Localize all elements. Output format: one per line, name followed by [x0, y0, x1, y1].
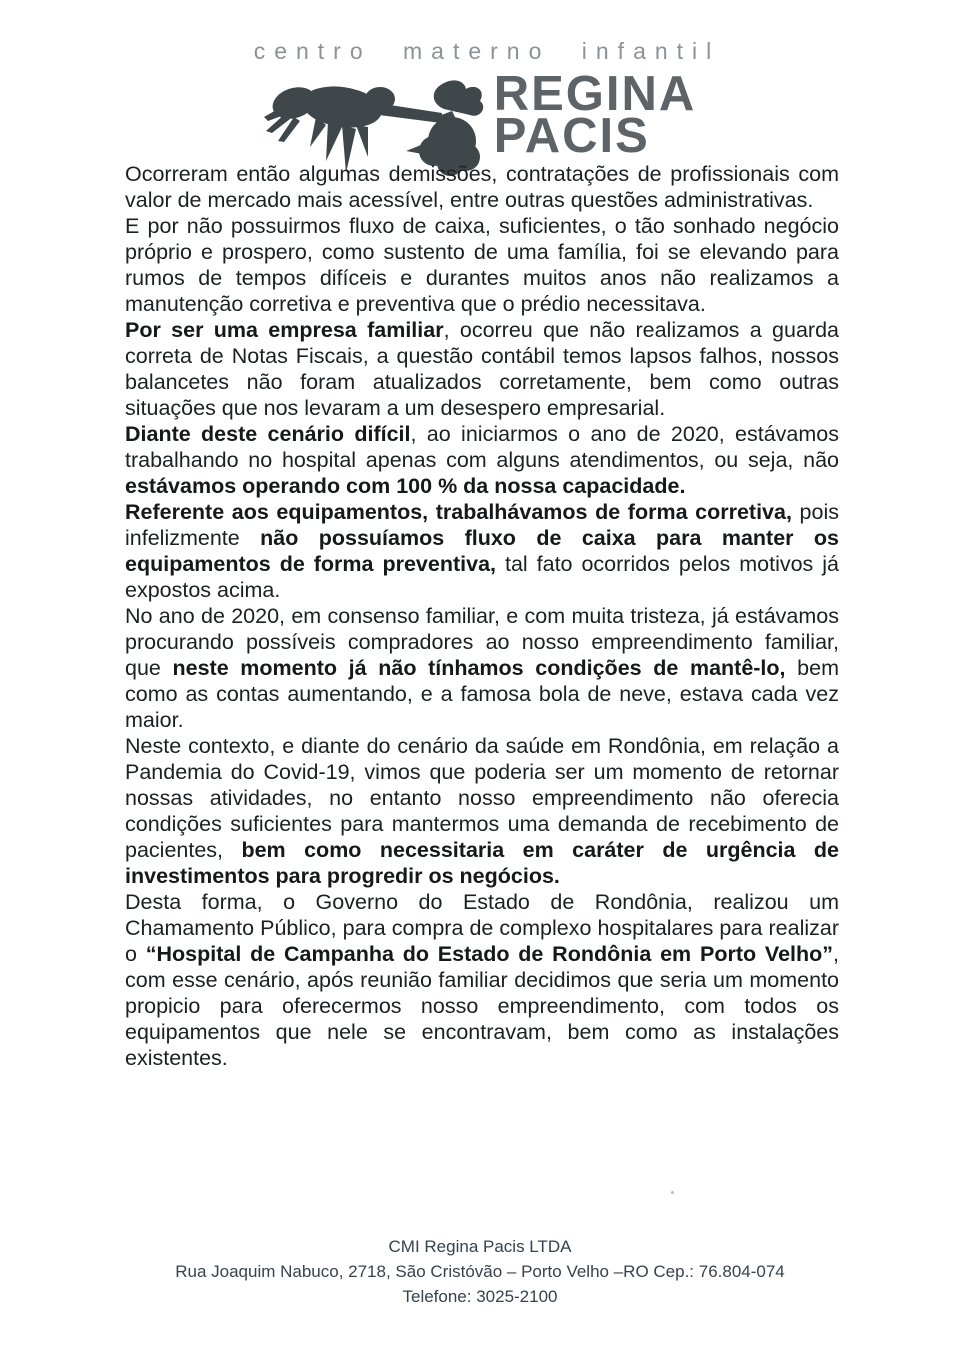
paragraph [125, 499, 839, 603]
text-segment: Neste contexto, e diante do cenário da saúde em Rondônia, em relação a Pandemia do Covid-19, vimos que poderia ser um momento de retornar nossas atividades, no entanto nosso empreendimento não oferecia condições suficientes para mantermos uma demanda de recebimento de pacientes, [125, 734, 839, 862]
text-segment: não possuíamos fluxo de caixa para manter os equipamentos de forma preventiva, [125, 526, 839, 576]
paragraph [125, 213, 839, 317]
text-segment: , ao iniciarmos o ano de 2020, estávamos trabalhando no hospital apenas com alguns atendimentos, ou seja, não [125, 422, 839, 472]
text-segment: , ocorreu que não realizamos a guarda correta de Notas Fiscais, a questão contábil temos lapsos falhos, nossos balancetes não foram atualizados corretamente, bem como outras situações que nos levaram a um desespero empresarial. [125, 318, 839, 420]
text-segment: Por ser uma empresa familiar [125, 318, 444, 342]
logo-name [493, 67, 697, 164]
text-segment: No ano de 2020, em consenso familiar, e com muita tristeza, já estávamos procurando possíveis compradores ao nosso empreendimento familiar, que [125, 604, 839, 680]
text-segment: neste momento já não tínhamos condições de mantê-lo, [172, 656, 786, 680]
logo-name-line2: PACIS [493, 109, 650, 164]
text-segment: , com esse cenário, após reunião familiar decidimos que seria um momento propicio para oferecermos nosso empreendimento, com todos os equipamentos que nele se encontravam, bem como as instalações existentes. [125, 942, 839, 1070]
logo-tagline: centro materno infantil [253, 38, 721, 64]
footer-company: CMI Regina Pacis LTDA [388, 1237, 572, 1256]
footer-address: Rua Joaquim Nabuco, 2718, São Cristóvão – Porto Velho –RO Cep.: 76.804-074 [175, 1262, 785, 1281]
text-segment: pois infelizmente [125, 500, 839, 550]
logo-name-line1: REGINA [493, 67, 697, 121]
footer-phone: Telefone: 3025-2100 [402, 1287, 558, 1306]
text-segment: estávamos operando com 100 % da nossa capacidade. [125, 474, 686, 498]
document-footer [0, 1234, 960, 1309]
text-segment: Ocorreram então algumas demissões, contratações de profissionais com valor de mercado mais acessível, entre outras questões administrativas. [125, 162, 839, 212]
text-segment: Desta forma, o Governo do Estado de Rondônia, realizou um Chamamento Público, para compra de complexo hospitalares para realizar o [125, 890, 839, 966]
text-segment: Referente aos equipamentos, trabalhávamos de forma corretiva, [125, 500, 792, 524]
paragraph [125, 317, 839, 421]
text-segment: E por não possuirmos fluxo de caixa, suficientes, o tão sonhado negócio próprio e prospero, como sustento de uma família, foi se elevando para rumos de tempos difíceis e durantes muitos anos não realizamos a manutenção corretiva e preventiva que o prédio necessitava. [125, 214, 839, 316]
letterhead-logo [0, 38, 960, 177]
scan-speck [671, 1191, 674, 1194]
text-segment: bem como necessitaria em caráter de urgência de investimentos para progredir os negócios. [125, 838, 839, 888]
paragraph [125, 889, 839, 1071]
text-segment: bem como as contas aumentando, e a famosa bola de neve, estava cada vez maior. [125, 656, 839, 732]
text-segment: tal fato ocorridos pelos motivos já expostos acima. [125, 552, 839, 602]
text-segment: “Hospital de Campanha do Estado de Rondônia em Porto Velho” [145, 942, 834, 966]
paragraph [125, 733, 839, 889]
paragraph [125, 603, 839, 733]
document-body [125, 161, 839, 1071]
paragraph [125, 421, 839, 499]
text-segment: Diante deste cenário difícil [125, 422, 411, 446]
paragraph [125, 161, 839, 213]
